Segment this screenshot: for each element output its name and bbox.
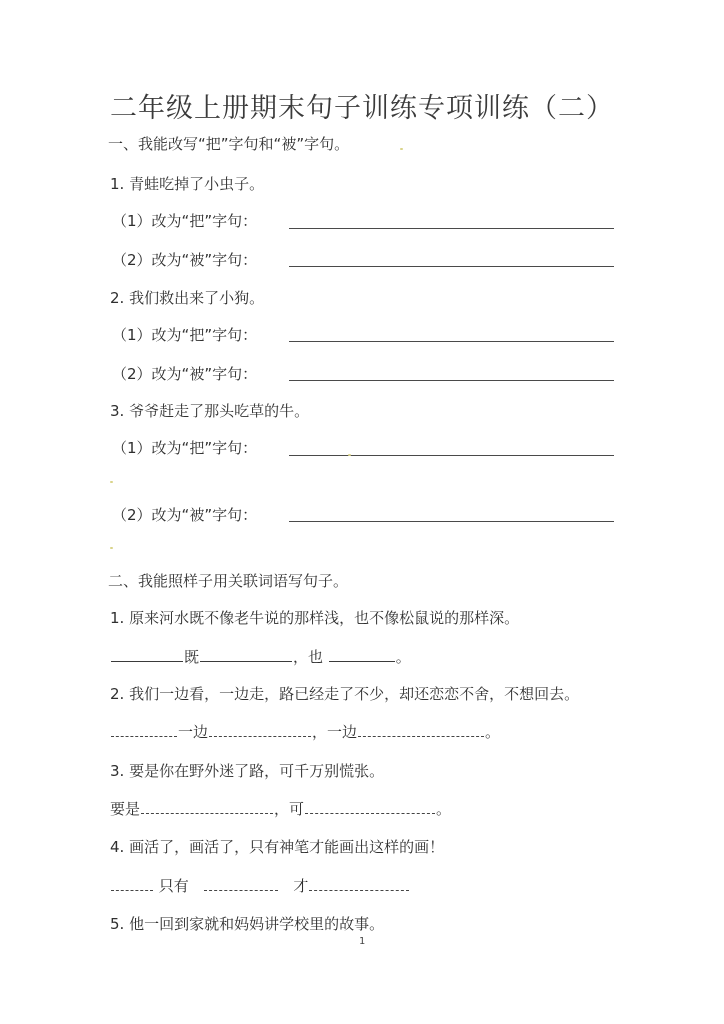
s1-q1-part2-label: （2）改为“被”字句：: [112, 251, 258, 269]
scan-speck: [110, 481, 113, 483]
period: 。: [395, 648, 411, 666]
s2-q4-prompt: 4. 画活了，画活了，只有神笔才能画出这样的画！: [110, 838, 445, 856]
section1-heading: 一、我能改写“把”字句和“被”字句。: [108, 135, 350, 153]
s1-q2-part1-label: （1）改为“把”字句：: [112, 326, 258, 344]
s1-q1-part2-answer-line[interactable]: [289, 266, 614, 267]
s2-q4-template: [110, 876, 410, 896]
s1-q1-part1-label: （1）改为“把”字句：: [112, 212, 258, 230]
s2-q2-blank-2[interactable]: [209, 722, 311, 737]
s1-q1-part1-answer-line[interactable]: [289, 228, 614, 229]
s2-q4-blank-2[interactable]: [204, 876, 278, 891]
section2-heading: 二、我能照样子用关联词语写句子。: [108, 572, 349, 590]
connector-yaoshi: 要是: [110, 800, 141, 818]
page-number: 1: [358, 936, 366, 947]
s2-q1-template: [110, 647, 411, 667]
s1-q3-part2-label: （2）改为“被”字句：: [112, 506, 258, 524]
s2-q4-blank-1[interactable]: [111, 876, 153, 891]
connector-yibian-1: 一边: [178, 723, 209, 741]
connector-ke: ，可: [274, 800, 305, 818]
s2-q3-prompt: 3. 要是你在野外迷了路，可千万别慌张。: [110, 762, 385, 780]
connector-ji: 既: [184, 648, 200, 666]
s2-q1-prompt: 1. 原来河水既不像老牛说的那样浅，也不像松鼠说的那样深。: [110, 609, 520, 627]
s2-q5-prompt: 5. 他一回到家就和妈妈讲学校里的故事。: [110, 915, 385, 933]
s1-q3-part2-answer-line[interactable]: [289, 521, 614, 522]
s2-q4-blank-3[interactable]: [309, 876, 409, 891]
s1-q3-part1-answer-line[interactable]: [289, 455, 614, 456]
connector-cai: 才: [288, 877, 309, 895]
s1-q2-part2-label: （2）改为“被”字句：: [112, 365, 258, 383]
s2-q2-prompt: 2. 我们一边看，一边走，路已经走了不少，却还恋恋不舍，不想回去。: [110, 685, 580, 703]
s2-q3-template: [110, 799, 451, 819]
period: 。: [436, 800, 452, 818]
s2-q3-blank-1[interactable]: [141, 799, 273, 814]
s2-q1-blank-3[interactable]: [329, 647, 395, 662]
scan-speck: [400, 148, 403, 150]
s1-q1-prompt: 1. 青蛙吃掉了小虫子。: [110, 175, 265, 193]
s2-q2-template: [110, 722, 500, 742]
scan-speck: [110, 547, 113, 549]
s1-q2-prompt: 2. 我们救出来了小狗。: [110, 289, 265, 307]
s1-q2-part1-answer-line[interactable]: [289, 341, 614, 342]
s1-q2-part2-answer-line[interactable]: [289, 380, 614, 381]
connector-ye: ，也: [293, 648, 328, 666]
period: 。: [485, 723, 501, 741]
s2-q1-blank-2[interactable]: [200, 647, 292, 662]
scan-speck: [348, 454, 351, 456]
page-title: 二年级上册期末句子训练专项训练（二）: [110, 93, 614, 124]
connector-yibian-2: ，一边: [312, 723, 358, 741]
s2-q2-blank-3[interactable]: [358, 722, 484, 737]
s1-q3-prompt: 3. 爷爷赶走了那头吃草的牛。: [110, 402, 310, 420]
s2-q3-blank-2[interactable]: [305, 799, 435, 814]
s1-q3-part1-label: （1）改为“把”字句：: [112, 439, 258, 457]
s2-q2-blank-1[interactable]: [111, 722, 177, 737]
connector-zhiyou: 只有: [154, 877, 194, 895]
s2-q1-blank-1[interactable]: [111, 647, 183, 662]
